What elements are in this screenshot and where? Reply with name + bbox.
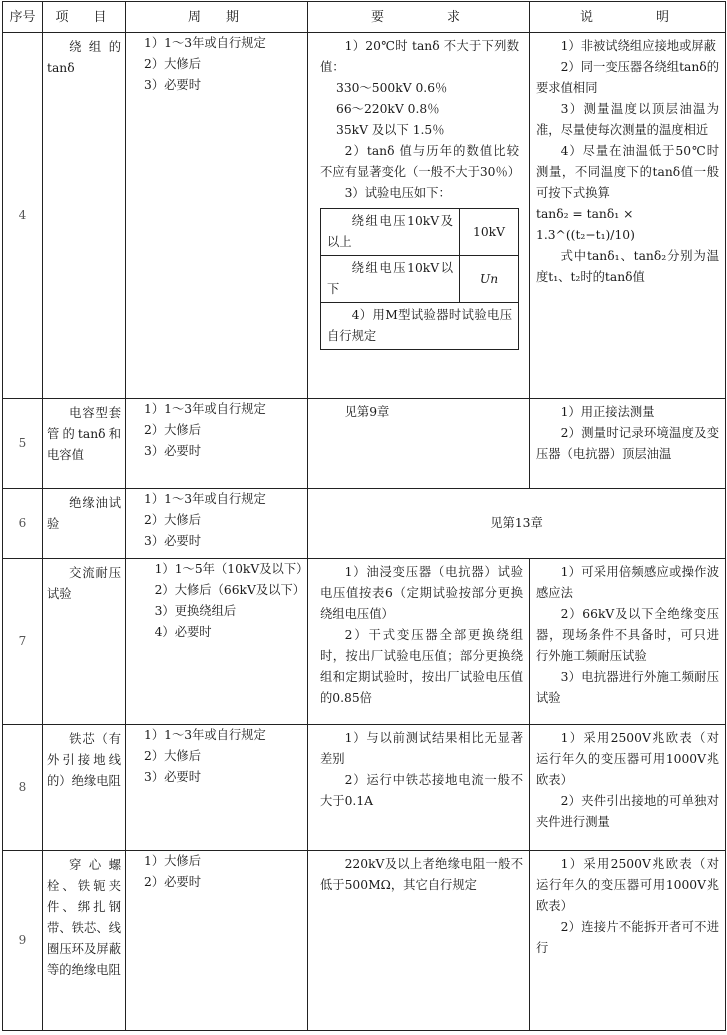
- inner-row: [321, 256, 519, 303]
- item-name: [43, 33, 126, 399]
- requirement-merged-cell: 见第13章: [308, 489, 726, 559]
- period-cell: [126, 489, 308, 559]
- item-name: [43, 399, 126, 489]
- period-line: 2）大修后: [144, 423, 202, 437]
- header-requirement: 要 求: [308, 2, 530, 33]
- requirement-line: 1）20℃时 tanδ 不大于下列数值：: [320, 39, 519, 74]
- test-items-table: [2, 1, 726, 1031]
- note-line: 3）测量温度以顶层油温为准，尽量使每次测量的温度相近: [536, 102, 719, 137]
- requirement-cell: [308, 559, 530, 725]
- note-cell: [530, 851, 726, 1031]
- table-row: [3, 725, 726, 851]
- note-line: 2）测量时记录环境温度及变压器（电抗器）顶层油温: [536, 426, 719, 461]
- requirement-cell: [308, 725, 530, 851]
- requirement-line: 4）用M型试验器时试验电压自行规定: [321, 303, 519, 350]
- item-text: 绝缘油试验: [47, 496, 121, 531]
- period-line: 2）大修后: [144, 513, 202, 527]
- table-row: [3, 399, 726, 489]
- period-line: 3）更换绕组后: [154, 604, 237, 618]
- un-symbol: Un: [479, 271, 499, 286]
- header-note: 说 明: [530, 2, 726, 33]
- requirement-line: 330～500kV 0.6％: [336, 81, 448, 95]
- period-line: 1）1～5年（10kV及以下）: [154, 562, 309, 576]
- note-line: 2）66kV及以下全绝缘变压器，现场条件不具备时，可只进行外施工频耐压试验: [536, 607, 719, 663]
- requirement-line: 2）干式变压器全部更换绕组时，按出厂试验电压值；部分更换绕组和定期试验时，按出厂试验电压值的0.85倍: [320, 628, 523, 705]
- requirement-line: 220kV及以上者绝缘电阻一般不低于500MΩ，其它自行规定: [320, 857, 523, 892]
- note-line: 2）同一变压器各绕组tanδ的要求值相同: [536, 60, 719, 95]
- note-line: 1）采用2500V兆欧表（对运行年久的变压器可用1000V兆欧表）: [536, 857, 719, 913]
- note-cell: [530, 399, 726, 489]
- table-row: [3, 33, 726, 399]
- period-line: 1）1～3年或自行规定: [144, 728, 266, 742]
- row-number: 6: [3, 489, 43, 559]
- item-name: [43, 725, 126, 851]
- note-line: 1）用正接法测量: [560, 405, 655, 419]
- table-row: [3, 559, 726, 725]
- requirement-cell: [308, 399, 530, 489]
- period-line: 3）必要时: [144, 534, 202, 548]
- period-line: 1）1～3年或自行规定: [144, 36, 266, 50]
- item-text: 交流耐压试验: [47, 566, 121, 601]
- period-cell: [126, 33, 308, 399]
- period-cell: [126, 559, 308, 725]
- item-text: 铁芯（有外引接地线的）绝缘电阻: [47, 732, 121, 788]
- voltage-condition: 绕组电压10kV及以上: [321, 209, 460, 256]
- note-line: 2）连接片不能拆开者可不进行: [536, 920, 719, 955]
- note-cell: [530, 33, 726, 399]
- note-line: 4）尽量在油温低于50℃时测量，不同温度下的tanδ值一般可按下式换算: [536, 144, 719, 200]
- item-text: 绕组的tanδ: [47, 40, 121, 75]
- requirement-line: 66～220kV 0.8％: [336, 102, 440, 116]
- period-line: 1）大修后: [144, 854, 202, 868]
- period-line: 3）必要时: [144, 78, 202, 92]
- period-cell: [126, 399, 308, 489]
- note-line: 3）电抗器进行外施工频耐压试验: [536, 670, 719, 705]
- item-name: [43, 559, 126, 725]
- item-text: 电容型套管的tanδ和电容值: [47, 406, 121, 462]
- item-text: 穿心螺栓、铁轭夹件、绑扎钢带、铁芯、线圈压环及屏蔽等的绝缘电阻: [47, 858, 121, 977]
- period-line: 2）必要时: [144, 875, 202, 889]
- voltage-condition: 绕组电压10kV以下: [321, 256, 460, 303]
- header-period: 周 期: [126, 2, 308, 33]
- row-number: 9: [3, 851, 43, 1031]
- note-line: 式中tanδ₁、tanδ₂分别为温度t₁、t₂时的tanδ值: [536, 249, 719, 284]
- row-number: 8: [3, 725, 43, 851]
- note-line: 1）可采用倍频感应或操作波感应法: [536, 565, 719, 600]
- item-name: [43, 851, 126, 1031]
- requirement-line: 3）试验电压如下：: [344, 186, 451, 200]
- row-number: 7: [3, 559, 43, 725]
- table-row: [3, 489, 726, 559]
- inner-row: [321, 209, 519, 256]
- period-line: 3）必要时: [144, 444, 202, 458]
- period-cell: [126, 725, 308, 851]
- period-line: 2）大修后: [144, 749, 202, 763]
- period-line: 3）必要时: [144, 770, 202, 784]
- note-line: 2）夹件引出接地的可单独对夹件进行测量: [536, 794, 719, 829]
- period-line: 1）1～3年或自行规定: [144, 402, 266, 416]
- table-row: [3, 851, 726, 1031]
- item-name: [43, 489, 126, 559]
- requirement-line: 1）油浸变压器（电抗器）试验电压值按表6（定期试验按部分更换绕组电压值）: [320, 565, 523, 621]
- period-line: 1）1～3年或自行规定: [144, 492, 266, 506]
- period-line: 4）必要时: [154, 625, 212, 639]
- row-number: 4: [3, 33, 43, 399]
- note-line: 1）采用2500V兆欧表（对运行年久的变压器可用1000V兆欧表）: [536, 731, 719, 787]
- period-line: 2）大修后（66kV及以下）: [154, 583, 306, 597]
- requirement-line: 2）运行中铁芯接地电流一般不大于0.1A: [320, 773, 523, 808]
- inner-row: [321, 303, 519, 350]
- period-cell: [126, 851, 308, 1031]
- requirement-cell: [308, 851, 530, 1031]
- header-no: 序号: [3, 2, 43, 33]
- test-voltage-table: [320, 208, 519, 350]
- row-number: 5: [3, 399, 43, 489]
- requirement-line: 2）tanδ 值与历年的数值比较不应有显著变化（一般不大于30％）: [320, 144, 521, 179]
- note-cell: [530, 559, 726, 725]
- note-cell: [530, 725, 726, 851]
- period-line: 2）大修后: [144, 57, 202, 71]
- voltage-value: [460, 256, 519, 303]
- header-row: [3, 2, 726, 33]
- requirement-line: 1）与以前测试结果相比无显著差别: [320, 731, 523, 766]
- requirement-line: 见第9章: [344, 405, 390, 419]
- note-line: 1）非被试绕组应接地或屏蔽: [560, 39, 716, 53]
- requirement-line: 35kV 及以下 1.5％: [336, 123, 445, 137]
- conversion-formula: tanδ₂ = tanδ₁ × 1.3^((t₂−t₁)/10): [536, 207, 635, 242]
- header-item: 项 目: [43, 2, 126, 33]
- voltage-value: 10kV: [460, 209, 519, 256]
- requirement-cell: [308, 33, 530, 399]
